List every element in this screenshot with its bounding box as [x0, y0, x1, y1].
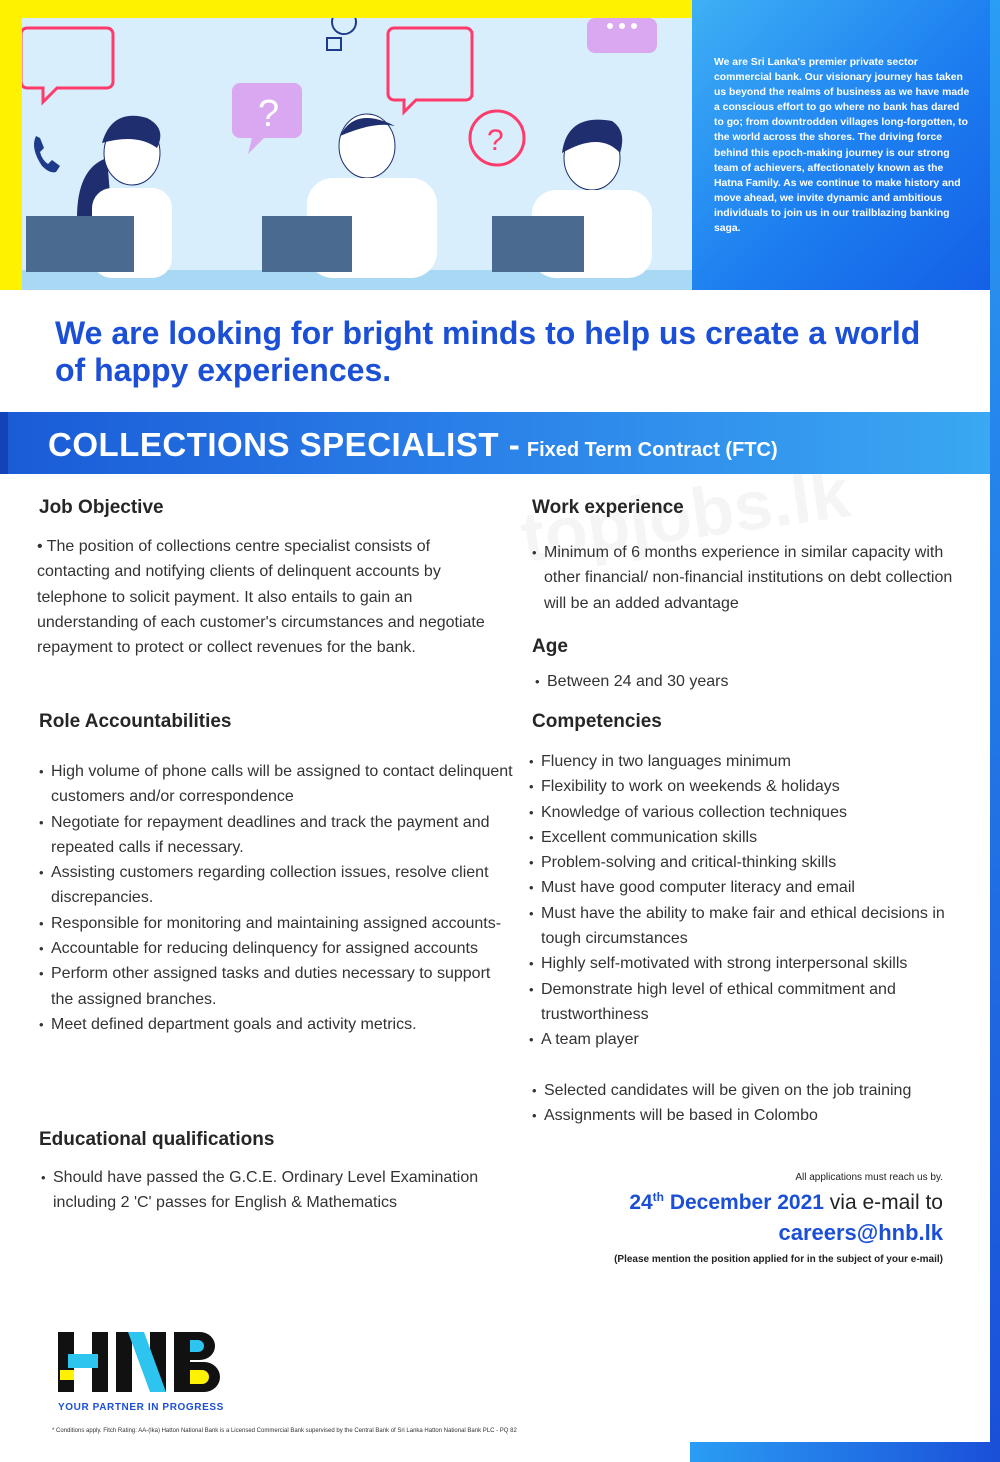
blue-accent-bottom — [690, 1442, 1000, 1462]
role-item: • Assisting customers regarding collection issues, resolve client discrepancies. — [37, 860, 517, 911]
competencies-list — [527, 749, 977, 1053]
job-title — [48, 426, 778, 464]
experience-item: • Minimum of 6 months experience in similar capacity with other financial/ non-financial institutions on debt collection will be an added advantage — [530, 540, 975, 616]
hnb-logo-icon — [58, 1330, 223, 1394]
education-item: • Should have passed the G.C.E. Ordinary Level Examination including 2 'C' passes for English & Mathematics — [39, 1165, 539, 1216]
intro-text: We are Sri Lanka's premier private sector commercial bank. Our visionary journey has taken us beyond the realms of business as we have made a conscious effort to go where no bank has dared to go; from downtrodden villages long-forgotten, to the world across the shores. The driving force behind this epoch-making journey is our strong team of achievers, affectionately known as the Hatna Family. As we continue to make history and move ahead, we invite dynamic and ambitious individuals to join us in our trailblazing banking saga. — [714, 57, 970, 235]
yellow-accent-top — [0, 0, 692, 18]
deadline-via: via e-mail to — [823, 1191, 943, 1214]
job-objective-text: • The position of collections centre specialist consists of contacting and notifying clients of delinquent accounts by telephone to solicit payment. It also entails to gain an understanding of each customer's circumstances and negotiate repayment to protect or collect revenues for the bank. — [37, 538, 485, 657]
competencies-heading: Competencies — [532, 711, 662, 732]
competency-item: • Highly self-motivated with strong interpersonal skills — [527, 951, 977, 976]
condition-item: • Assignments will be based in Colombo — [530, 1103, 980, 1128]
role-item: • Meet defined department goals and activity metrics. — [37, 1012, 517, 1037]
competency-item: • Fluency in two languages minimum — [527, 749, 977, 774]
role-item: • Responsible for monitoring and maintaining assigned accounts- — [37, 911, 517, 936]
competency-item: • A team player — [527, 1027, 977, 1052]
deadline — [629, 1190, 943, 1215]
title-band-strip — [0, 412, 8, 474]
age-item: • Between 24 and 30 years — [533, 669, 973, 694]
condition-item: • Selected candidates will be given on the job training — [530, 1078, 980, 1103]
competency-item: • Must have the ability to make fair and ethical decisions in tough circumstances — [527, 901, 977, 952]
role-item: • Perform other assigned tasks and duties necessary to support the assigned branches. — [37, 961, 517, 1012]
conditions-list — [530, 1078, 980, 1129]
role-accountabilities-list — [37, 759, 517, 1037]
work-experience-list — [530, 540, 975, 616]
call-center-agents-icon — [22, 18, 692, 290]
competency-item: • Demonstrate high level of ethical commitment and trustworthiness — [527, 977, 977, 1028]
role-item: • Negotiate for repayment deadlines and track the payment and repeated calls if necessary. — [37, 810, 517, 861]
competency-item: • Problem-solving and critical-thinking skills — [527, 850, 977, 875]
job-objective-heading: Job Objective — [39, 497, 164, 518]
call-center-illustration — [22, 18, 692, 290]
svg-text:?: ? — [487, 124, 504, 157]
role-item: • Accountable for reducing delinquency for assigned accounts — [37, 936, 517, 961]
job-title-contract: Fixed Term Contract (FTC) — [526, 439, 778, 461]
svg-text:?: ? — [258, 93, 280, 135]
intro-panel — [692, 0, 990, 290]
role-accountabilities-heading: Role Accountabilities — [39, 711, 232, 732]
yellow-accent-left — [0, 0, 22, 290]
age-list — [533, 669, 973, 694]
job-title-band — [0, 412, 990, 474]
competency-item: • Knowledge of various collection techniques — [527, 800, 977, 825]
competency-item: • Flexibility to work on weekends & holidays — [527, 774, 977, 799]
legal-footnote: * Conditions apply. Fitch Rating: AA-(lka) Hatton National Bank is a Licensed Commercial Bank supervised by the Central Bank of Sri Lanka Hatton National Bank PLC - PQ 82 — [52, 1428, 517, 1434]
competency-item: • Excellent communication skills — [527, 825, 977, 850]
blue-accent-right — [990, 0, 1000, 1462]
deadline-date: 24th December 2021 — [629, 1190, 824, 1214]
education-list — [39, 1165, 539, 1216]
work-experience-heading: Work experience — [532, 497, 684, 518]
job-title-main: COLLECTIONS SPECIALIST - — [48, 426, 521, 463]
brand-tagline: YOUR PARTNER IN PROGRESS — [58, 1402, 224, 1413]
education-heading: Educational qualifications — [39, 1129, 275, 1150]
subject-note: (Please mention the position applied for in the subject of your e-mail) — [614, 1254, 943, 1265]
role-item: • High volume of phone calls will be assigned to contact delinquent customers and/or correspondence — [37, 759, 517, 810]
hnb-logo — [58, 1330, 223, 1399]
competency-item: • Must have good computer literacy and email — [527, 875, 977, 900]
age-heading: Age — [532, 636, 568, 657]
careers-email-link[interactable]: careers@hnb.lk — [778, 1220, 943, 1245]
headline: We are looking for bright minds to help us create a world of happy experiences. — [55, 315, 921, 388]
apply-note: All applications must reach us by. — [795, 1172, 943, 1183]
